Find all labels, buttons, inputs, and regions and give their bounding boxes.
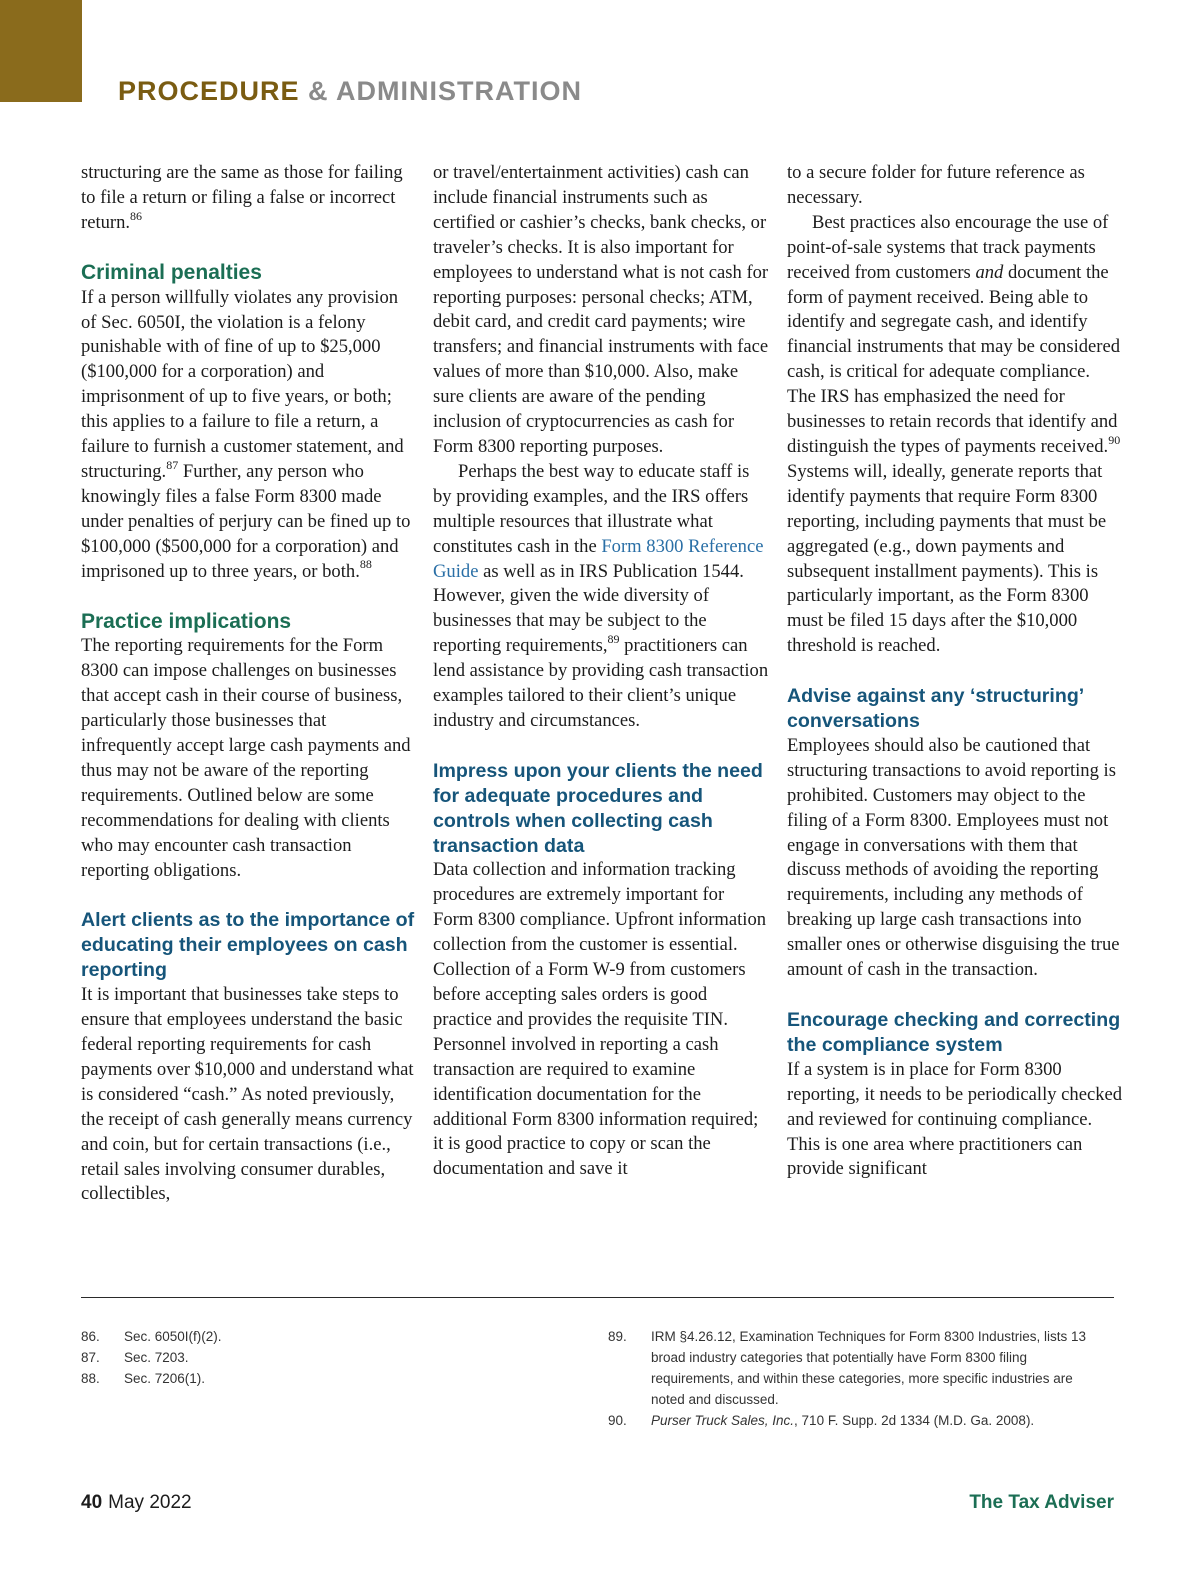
section-header-bold: PROCEDURE xyxy=(118,76,300,106)
heading-advise-against: Advise against any ‘structuring’ conversations xyxy=(787,685,1084,733)
paragraph: The reporting requirements for the Form 8300 can impose challenges on businesses that accept cash in their course of business, particularly those businesses that infrequently accept large cash payments and thus may not be aware of the reporting requirements. Outlined below are some recommendations for dealing with clients who may encounter cash transaction reporting obligations. xyxy=(81,635,411,881)
paragraph: Data collection and information tracking procedures are extremely important for Form 8300 compliance. Upfront information collection from the customer is essential. Collection of a Form W-9 from customers before accepting sales orders is good practice and provides the requisite TIN. Personnel involved in reporting a cash transaction are required to examine identification documentation for the additional Form 8300 information required; it is good practice to copy or scan the documentation and save it xyxy=(433,859,767,1180)
page-number: 40 xyxy=(81,1492,103,1513)
heading-criminal-penalties: Criminal penalties xyxy=(81,260,262,284)
heading-encourage-checking: Encourage checking and correcting the compliance system xyxy=(787,1009,1121,1056)
footnote-ref-89[interactable]: 89 xyxy=(607,632,620,647)
paragraph: to a secure folder for future reference as necessary. xyxy=(787,162,1085,208)
footnote-ref-88[interactable]: 88 xyxy=(359,557,372,572)
section-header-rest: & ADMINISTRATION xyxy=(299,76,583,106)
footnote-ref-86[interactable]: 86 xyxy=(130,208,143,223)
heading-impress-clients: Impress upon your clients the need for adequate procedures and controls when collecting cash transaction data xyxy=(433,759,763,857)
publication-name: The Tax Adviser xyxy=(969,1492,1114,1513)
column-3 xyxy=(787,161,1123,1182)
paragraph: structuring are the same as those for failing to file a return or filing a false or incorrect return.$^{86}$ xyxy=(81,162,403,233)
column-1 xyxy=(81,161,417,1207)
page-footer-left xyxy=(81,1492,192,1514)
section-header xyxy=(118,74,582,108)
paragraph: or travel/entertainment activities) cash can include financial instruments such as certified or cashier’s checks, bank checks, or traveler’s checks. It is also important for employees to understand what is not cash for reporting purposes: personal checks; ATM, debit card, and credit card payments; wire transfers; and financial instruments with face values of more than $10,000. Also, make sure clients are aware of the pending inclusion of cryptocurrencies as cash for Form 8300 reporting purposes. xyxy=(433,162,769,457)
paragraph: Employees should also be cautioned that structuring transactions to avoid reporting is prohibited. Customers may object to the filing of a Form 8300. Employees must not engage in conversations with them that discuss methods of avoiding the reporting requirements, including any methods of breaking up large cash transactions into smaller ones or otherwise disguising the true amount of cash in the transaction. xyxy=(787,734,1120,981)
footnote-divider xyxy=(81,1297,1114,1298)
paragraph: Perhaps the best way to educate staff is by providing examples, and the IRS offers multiple resources that illustrate what constitutes cash in the Form 8300 Reference Guide as well as in IRS Publication 1544. However, given the wide diversity of businesses that may be subject to the reporting requirements,$^{89}$ practitioners can lend assistance by providing cash transaction examples tailored to their client’s unique industry and circumstances. xyxy=(433,460,769,731)
paragraph: Best practices also encourage the use of point-of-sale systems that track payments received from customers and document the form of payment received. Being able to identify and segregate cash, and identify financial instruments that may be considered cash, is critical for adequate compliance. The IRS has emphasized the need for businesses to retain records that identify and distinguish the types of payments received.$^{90}$ Systems will, ideally, generate reports that identify payments that require Form 8300 reporting, including payments that must be aggregated (e.g., down payments and subsequent installment payments). This is particularly important, as the Form 8300 must be filed 15 days after the $10,000 threshold is reached. xyxy=(787,211,1121,657)
color-tab xyxy=(0,0,82,102)
footnote-ref-90[interactable]: 90 xyxy=(1108,432,1121,447)
issue-date: May 2022 xyxy=(108,1492,192,1513)
paragraph: If a person willfully violates any provision of Sec. 6050I, the violation is a felony punishable with of fine of up to $25,000 ($100,000 for a corporation) and imprisonment of up to five years, or both; this applies to a failure to file a return, a failure to furnish a customer statement, and structuring.$^{87}$ Further, any person who knowingly files a false Form 8300 made under penalties of perjury can be fined up to $100,000 ($500,000 for a corporation) and imprisoned up to three years, or both.$^{88}$ xyxy=(81,286,411,582)
heading-practice-implications: Practice implications xyxy=(81,609,292,633)
paragraph: If a system is in place for Form 8300 reporting, it needs to be periodically checked and reviewed for continuing compliance. This is one area where practitioners can provide significant xyxy=(787,1058,1123,1180)
column-2 xyxy=(433,161,769,1182)
form-8300-reference-guide-link[interactable]: Form 8300 Reference Guide xyxy=(433,535,764,582)
paragraph: It is important that businesses take steps to ensure that employees understand the basic federal reporting requirements for cash payments over $10,000 and understand what is considered “cash.” As noted previously, the receipt of cash generally means currency and coin, but for certain transactions (i.e., retail sales involving consumer durables, collectibles, xyxy=(81,984,414,1205)
heading-alert-clients: Alert clients as to the importance of educating their employees on cash reporting xyxy=(81,909,415,982)
footnote-ref-87[interactable]: 87 xyxy=(166,457,179,472)
